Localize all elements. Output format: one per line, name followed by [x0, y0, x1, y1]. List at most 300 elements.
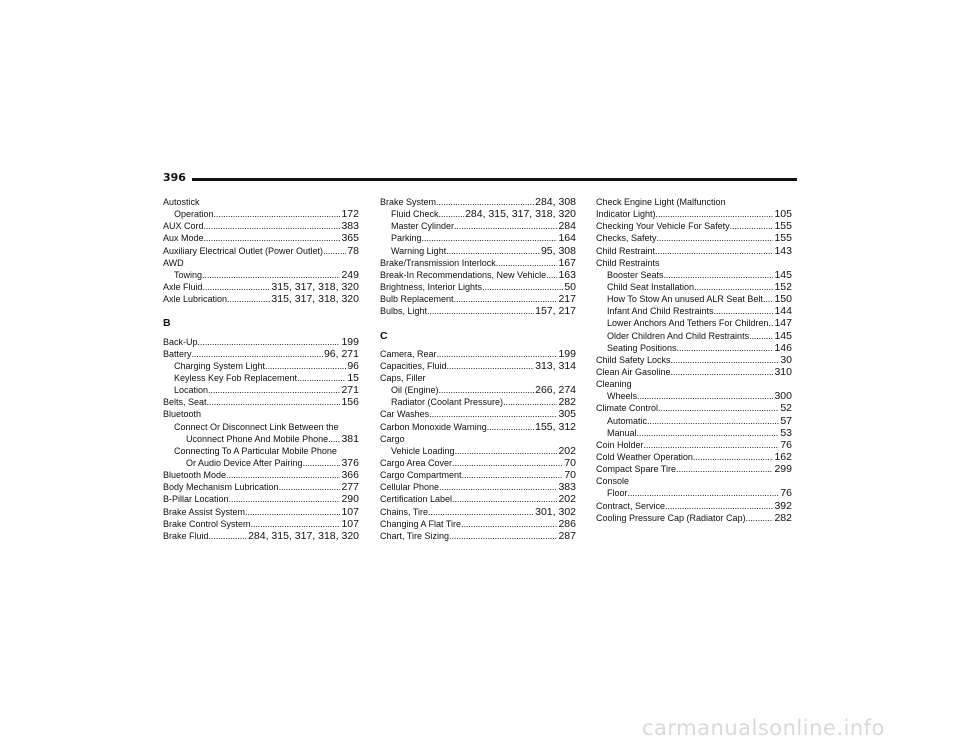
index-entry	[163, 506, 359, 518]
index-term: Coin Holder	[596, 439, 644, 450]
index-entry	[596, 220, 792, 232]
index-term: Cargo Compartment	[380, 470, 462, 481]
index-page-reference: 284, 308	[535, 196, 576, 208]
index-term: Chart, Tire Sizing	[380, 530, 450, 541]
dot-leader	[658, 402, 779, 414]
dot-leader	[676, 463, 773, 475]
index-page-reference: 290	[341, 493, 359, 506]
index-page-reference: 146	[774, 341, 792, 354]
index-term: Camera, Rear	[380, 348, 437, 359]
dot-leader	[229, 493, 341, 505]
index-entry	[380, 269, 576, 281]
dot-leader	[203, 281, 271, 293]
index-term: How To Stow An unused ALR Seat Belt	[607, 294, 763, 305]
page-number: 396	[163, 171, 186, 184]
index-entry	[596, 427, 792, 439]
index-page-reference: 381	[341, 432, 359, 445]
dot-leader	[656, 208, 774, 220]
index-page-reference: 249	[341, 268, 359, 281]
index-entry	[596, 463, 792, 475]
index-entry	[596, 208, 792, 220]
index-term: Seating Positions	[607, 342, 677, 353]
index-column-2	[380, 196, 576, 542]
index-term: Infant And Child Restraints	[607, 306, 714, 317]
index-page-reference: 217	[558, 293, 576, 306]
index-term: Cargo	[380, 433, 405, 444]
dot-leader	[192, 348, 323, 360]
index-term: Caps, Filler	[380, 373, 426, 384]
header-rule	[192, 178, 797, 181]
dot-leader	[303, 457, 341, 469]
index-letter-heading: B	[163, 317, 171, 330]
index-page-reference: 145	[774, 329, 792, 342]
index-entry	[380, 281, 576, 293]
index-term: Child Restraints	[596, 257, 660, 268]
index-page-reference: 50	[564, 280, 576, 293]
index-entry	[163, 518, 359, 530]
index-term: Charging System Light	[174, 360, 266, 371]
index-entry	[596, 196, 792, 208]
dot-leader	[693, 451, 774, 463]
index-term: Bulb Replacement	[380, 294, 454, 305]
dot-leader	[496, 257, 558, 269]
index-page-reference: 282	[558, 396, 576, 409]
index-term: Cargo Area Cover	[380, 458, 453, 469]
dot-leader	[503, 396, 557, 408]
dot-leader	[328, 433, 340, 445]
index-entry	[596, 512, 792, 524]
index-page-reference: 15	[347, 372, 359, 385]
index-page-reference: 157, 217	[535, 305, 576, 318]
index-page-reference: 383	[341, 220, 359, 233]
index-page-reference: 57	[780, 414, 792, 427]
index-page-reference: 95, 308	[540, 244, 576, 257]
index-term: Battery	[163, 348, 192, 359]
index-term: Cold Weather Operation	[596, 451, 693, 462]
dot-leader	[227, 293, 270, 305]
index-page-reference: 163	[558, 268, 576, 281]
index-term: Parking	[391, 233, 422, 244]
index-term: Oil (Engine)	[391, 385, 439, 396]
index-term: Capacities, Fluid	[380, 360, 447, 371]
index-term: Back-Up	[163, 336, 198, 347]
index-page-reference: 199	[558, 347, 576, 360]
dot-leader	[226, 469, 340, 481]
dot-leader	[297, 372, 346, 384]
index-page-reference: 155	[774, 220, 792, 233]
index-entry	[596, 451, 792, 463]
index-entry	[163, 530, 359, 542]
index-entry	[380, 518, 576, 530]
index-term: Automatic	[607, 415, 648, 426]
index-entry	[596, 257, 792, 269]
index-term: Brake/Transmission Interlock	[380, 257, 496, 268]
index-entry	[163, 433, 359, 445]
index-page-reference: 299	[774, 463, 792, 476]
index-page-reference: 310	[774, 365, 792, 378]
index-term: Aux Mode	[163, 233, 204, 244]
dot-leader	[655, 245, 773, 257]
index-term: AUX Cord	[163, 221, 204, 232]
index-term: Chains, Tire	[380, 506, 429, 517]
index-column-1	[163, 196, 359, 542]
index-entry	[380, 506, 576, 518]
index-term: Connect Or Disconnect Link Between the	[174, 421, 339, 432]
index-letter-heading: C	[380, 329, 388, 342]
index-entry	[596, 245, 792, 257]
dot-leader	[628, 487, 780, 499]
index-entry	[380, 445, 576, 457]
index-page-reference: 301, 302	[535, 505, 576, 518]
dot-leader	[546, 269, 557, 281]
index-entry	[380, 493, 576, 505]
index-entry	[380, 408, 576, 420]
index-term: Fluid Check	[391, 209, 439, 220]
index-entry	[380, 220, 576, 232]
index-term: Axle Fluid	[163, 281, 203, 292]
dot-leader	[449, 530, 557, 542]
index-term: Vehicle Loading	[391, 445, 455, 456]
dot-leader	[208, 384, 340, 396]
index-entry	[163, 445, 359, 457]
index-page-reference: 167	[558, 256, 576, 269]
index-entry	[380, 293, 576, 305]
dot-leader	[694, 281, 773, 293]
index-entry	[596, 487, 792, 499]
dot-leader	[427, 305, 534, 317]
index-page-reference: 107	[341, 517, 359, 530]
index-page-reference: 76	[780, 438, 792, 451]
index-entry	[596, 500, 792, 512]
dot-leader	[429, 408, 557, 420]
index-term: Indicator Light)	[596, 209, 656, 220]
index-entry	[596, 330, 792, 342]
index-entry	[596, 439, 792, 451]
index-entry	[380, 469, 576, 481]
index-page-reference: 284, 315, 317, 318, 320	[465, 208, 576, 221]
index-entry	[163, 269, 359, 281]
index-term: Brake Control System	[163, 518, 251, 529]
index-term: Booster Seats	[607, 269, 664, 280]
index-page-reference: 365	[341, 232, 359, 245]
dot-leader	[209, 530, 248, 542]
index-term: Child Restraint	[596, 245, 656, 256]
dot-leader	[439, 481, 557, 493]
dot-leader	[763, 293, 774, 305]
dot-leader	[447, 360, 535, 372]
index-entry	[380, 384, 576, 396]
index-entry	[380, 305, 576, 317]
index-term: Brake Assist System	[163, 506, 246, 517]
index-term: Uconnect Phone And Mobile Phone	[186, 433, 329, 444]
index-page-reference: 392	[774, 499, 792, 512]
footer-watermark: carmanualsonline.info	[642, 716, 885, 740]
index-term: Checks, Safety	[596, 233, 657, 244]
index-page-reference: 376	[341, 457, 359, 470]
index-page-reference: 315, 317, 318, 320	[271, 293, 359, 306]
index-term: Axle Lubrication	[163, 294, 228, 305]
index-term: Belts, Seat	[163, 397, 207, 408]
dot-leader	[714, 305, 774, 317]
index-term: Child Seat Installation	[607, 281, 695, 292]
index-page-reference: 286	[558, 517, 576, 530]
index-page-reference: 282	[774, 511, 792, 524]
dot-leader	[452, 493, 557, 505]
index-page-reference: 277	[341, 481, 359, 494]
dot-leader	[749, 330, 773, 342]
index-column-3	[596, 196, 792, 524]
dot-leader	[214, 208, 341, 220]
index-entry	[163, 493, 359, 505]
index-page-reference: 202	[558, 444, 576, 457]
index-entry	[596, 354, 792, 366]
index-entry	[163, 469, 359, 481]
index-term: Or Audio Device After Pairing	[186, 458, 303, 469]
index-term: B-Pillar Location	[163, 494, 229, 505]
index-term: AWD	[163, 257, 184, 268]
index-term: Towing	[174, 269, 203, 280]
index-entry	[163, 421, 359, 433]
index-term: Certification Label	[380, 494, 453, 505]
dot-leader	[637, 427, 780, 439]
index-term: Auxiliary Electrical Outlet (Power Outlet)	[163, 245, 324, 256]
index-entry	[163, 408, 359, 420]
dot-leader	[323, 245, 346, 257]
index-entry	[163, 220, 359, 232]
index-term: Brake Fluid	[163, 530, 209, 541]
index-page-reference: 52	[780, 402, 792, 415]
dot-leader	[647, 415, 779, 427]
dot-leader	[422, 232, 558, 244]
index-page-reference: 105	[774, 208, 792, 221]
index-page-reference: 53	[780, 426, 792, 439]
index-entry	[163, 257, 359, 269]
index-entry	[380, 396, 576, 408]
dot-leader	[207, 396, 341, 408]
index-term: Older Children And Child Restraints	[607, 330, 750, 341]
index-page-reference: 96, 271	[323, 347, 359, 360]
index-entry	[163, 232, 359, 244]
index-term: Console	[596, 476, 630, 487]
index-term: Break-In Recommendations, New Vehicle	[380, 269, 547, 280]
index-term: Warning Light	[391, 245, 447, 256]
index-entry	[380, 433, 576, 445]
index-page-reference: 145	[774, 268, 792, 281]
index-term: Autostick	[163, 197, 200, 207]
dot-leader	[677, 342, 774, 354]
index-term: Location	[174, 385, 209, 396]
index-page-reference: 315, 317, 318, 320	[271, 280, 359, 293]
dot-leader	[671, 354, 780, 366]
dot-leader	[665, 500, 773, 512]
dot-leader	[671, 366, 774, 378]
index-page-reference: 107	[341, 505, 359, 518]
index-entry	[163, 360, 359, 372]
index-entry	[596, 305, 792, 317]
index-page-reference: 76	[780, 487, 792, 500]
dot-leader	[437, 348, 558, 360]
index-page-reference: 284, 315, 317, 318, 320	[248, 529, 359, 542]
index-page-reference: 271	[341, 384, 359, 397]
dot-leader	[746, 512, 774, 524]
index-page-reference: 156	[341, 396, 359, 409]
index-page-reference: 150	[774, 293, 792, 306]
index-page-reference: 155	[774, 232, 792, 245]
index-entry	[596, 475, 792, 487]
index-term: Bulbs, Light	[380, 306, 428, 317]
index-page-reference: 155, 312	[535, 420, 576, 433]
index-entry	[596, 232, 792, 244]
index-entry	[163, 372, 359, 384]
index-entry	[163, 196, 359, 208]
index-page-reference: 144	[774, 305, 792, 318]
index-entry	[380, 196, 576, 208]
index-page-reference: 164	[558, 232, 576, 245]
index-entry	[163, 336, 359, 348]
dot-leader	[265, 360, 346, 372]
dot-leader	[439, 208, 465, 220]
dot-leader	[204, 220, 341, 232]
dot-leader	[198, 336, 341, 348]
dot-leader	[452, 457, 563, 469]
index-page-reference: 313, 314	[535, 359, 576, 372]
index-entry	[163, 384, 359, 396]
index-term: Master Cylinder	[391, 221, 455, 232]
dot-leader	[428, 506, 534, 518]
index-term: Radiator (Coolant Pressure)	[391, 397, 504, 408]
index-term: Changing A Flat Tire	[380, 518, 462, 529]
index-entry	[596, 293, 792, 305]
dot-leader	[455, 445, 558, 457]
index-page-reference: 96	[347, 359, 359, 372]
index-page-reference: 305	[558, 408, 576, 421]
index-entry	[380, 457, 576, 469]
dot-leader	[439, 384, 535, 396]
index-page-reference: 147	[774, 317, 792, 330]
index-entry	[596, 317, 792, 329]
index-term: Car Washes	[380, 409, 430, 420]
index-entry	[163, 293, 359, 305]
index-entry	[163, 281, 359, 293]
index-entry	[163, 348, 359, 360]
index-term: Wheels	[607, 391, 638, 402]
index-page-reference: 366	[341, 469, 359, 482]
index-page-reference: 202	[558, 493, 576, 506]
index-entry	[380, 530, 576, 542]
index-page-reference: 70	[564, 457, 576, 470]
index-term: Compact Spare Tire	[596, 464, 677, 475]
index-entry	[163, 457, 359, 469]
index-term: Cellular Phone	[380, 482, 440, 493]
index-page-reference: 70	[564, 469, 576, 482]
index-term: Check Engine Light (Malfunction	[596, 197, 726, 207]
index-entry	[596, 342, 792, 354]
dot-leader	[436, 196, 534, 208]
dot-leader	[454, 220, 557, 232]
index-page-reference: 266, 274	[535, 384, 576, 397]
index-term: Lower Anchors And Tethers For Children	[607, 318, 769, 329]
index-entry	[163, 396, 359, 408]
index-entry	[163, 481, 359, 493]
index-page-reference: 78	[347, 244, 359, 257]
dot-leader	[487, 421, 534, 433]
index-page-reference: 162	[774, 450, 792, 463]
dot-leader	[482, 281, 563, 293]
index-entry	[380, 421, 576, 433]
index-term: Keyless Key Fob Replacement	[174, 373, 298, 384]
index-entry	[380, 348, 576, 360]
dot-leader	[245, 506, 340, 518]
index-entry	[596, 415, 792, 427]
dot-leader	[202, 269, 340, 281]
index-page-reference: 143	[774, 244, 792, 257]
index-term: Child Safety Locks	[596, 354, 671, 365]
index-entry	[596, 269, 792, 281]
index-entry	[380, 245, 576, 257]
dot-leader	[204, 232, 341, 244]
index-term: Connecting To A Particular Mobile Phone	[174, 445, 337, 456]
index-page-reference: 287	[558, 529, 576, 542]
dot-leader	[454, 293, 558, 305]
index-entry	[380, 372, 576, 384]
dot-leader	[644, 439, 780, 451]
index-term: Carbon Monoxide Warning	[380, 421, 487, 432]
index-term: Climate Control	[596, 403, 659, 414]
index-entry	[380, 481, 576, 493]
dot-leader	[637, 390, 773, 402]
index-entry	[163, 208, 359, 220]
index-entry	[596, 390, 792, 402]
index-term: Brake System	[380, 197, 437, 207]
index-term: Checking Your Vehicle For Safety	[596, 221, 730, 232]
dot-leader	[251, 518, 341, 530]
index-term: Contract, Service	[596, 500, 666, 511]
dot-leader	[664, 269, 774, 281]
index-term: Brightness, Interior Lights	[380, 281, 483, 292]
index-entry	[596, 378, 792, 390]
index-page-reference: 383	[558, 481, 576, 494]
dot-leader	[279, 481, 341, 493]
index-entry	[596, 366, 792, 378]
index-term: Cleaning	[596, 379, 632, 390]
index-term: Cooling Pressure Cap (Radiator Cap)	[596, 512, 746, 523]
index-term: Clean Air Gasoline	[596, 366, 671, 377]
dot-leader	[461, 518, 557, 530]
index-page-reference: 30	[780, 353, 792, 366]
index-entry	[380, 257, 576, 269]
index-entry	[380, 232, 576, 244]
dot-leader	[462, 469, 564, 481]
index-page-reference: 300	[774, 390, 792, 403]
index-term: Bluetooth Mode	[163, 470, 227, 481]
index-entry	[596, 402, 792, 414]
index-page-reference: 284	[558, 220, 576, 233]
dot-leader	[446, 245, 540, 257]
index-entry	[380, 208, 576, 220]
index-page-reference: 199	[341, 335, 359, 348]
index-page-reference: 172	[341, 208, 359, 221]
index-term: Floor	[607, 488, 628, 499]
index-entry	[163, 245, 359, 257]
index-entry	[596, 281, 792, 293]
index-term: Body Mechanism Lubrication	[163, 482, 279, 493]
dot-leader	[730, 220, 774, 232]
dot-leader	[657, 232, 774, 244]
index-term: Bluetooth	[163, 409, 202, 420]
index-term: Operation	[174, 209, 214, 220]
index-page-reference: 152	[774, 280, 792, 293]
index-term: Manual	[607, 427, 637, 438]
